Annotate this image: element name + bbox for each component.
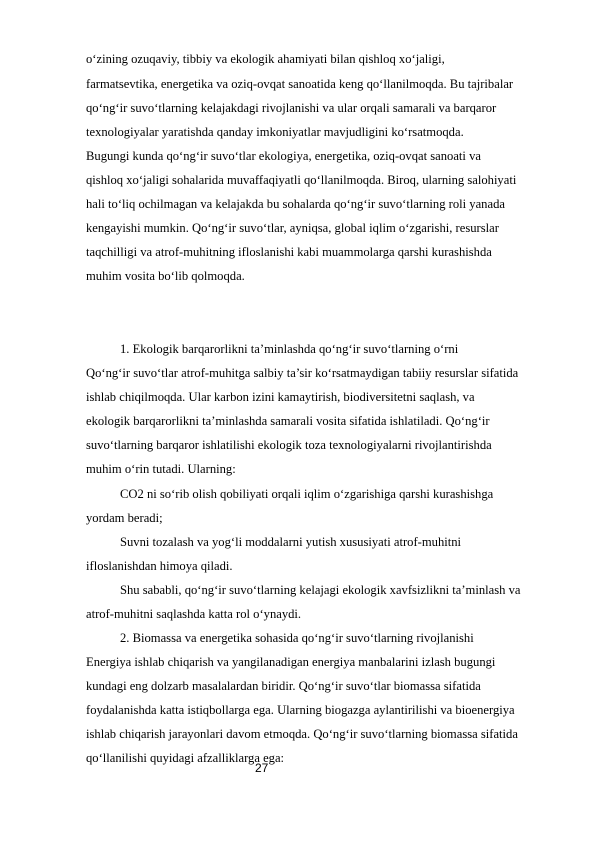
section-1-body-line-4: suvo‘tlarning barqaror ishlatilishi ekologik toza texnologiyalarni rivojlantirishda xyxy=(86,438,492,452)
paragraph-2-line-4: kengayishi mumkin. Qo‘ng‘ir suvo‘tlar, ayniqsa, global iqlim o‘zgarishi, resurslar xyxy=(86,221,499,235)
section-2-body-line-3: foydalanishda katta istiqbollarga ega. Ularning biogazga aylantirilishi va bioenergiya xyxy=(86,703,515,717)
section-1-conclusion-line-2: atrof-muhitni saqlashda katta rol o‘ynaydi. xyxy=(86,607,302,621)
section-2-body-line-4: ishlab chiqarish jarayonlari davom etmoqda. Qo‘ng‘ir suvo‘tlarning biomassa sifatida xyxy=(86,727,518,741)
paragraph-2-line-6: muhim vosita bo‘lib qolmoqda. xyxy=(86,269,245,283)
page-number: 27 xyxy=(255,761,269,775)
section-2-body-line-2: kundagi eng dolzarb masalalardan biridir. Qo‘ng‘ir suvo‘tlar biomassa sifatida xyxy=(86,679,481,693)
section-2-body-line-1: Energiya ishlab chiqarish va yangilanadigan energiya manbalarini izlash bugungi xyxy=(86,655,496,669)
section-1-body-line-2: ishlab chiqilmoqda. Ular karbon izini kamaytirish, biodiversitetni saqlash, va xyxy=(86,390,475,404)
paragraph-2-line-3: hali to‘liq ochilmagan va kelajakda bu sohalarda qo‘ng‘ir suvo‘tlarning roli yanada xyxy=(86,197,505,211)
paragraph-2-line-2: qishloq xo‘jaligi sohalarida muvaffaqiyatli qo‘llanilmoqda. Biroq, ularning salohiyati xyxy=(86,173,517,187)
section-1-conclusion-line-1: Shu sababli, qo‘ng‘ir suvo‘tlarning kelajagi ekologik xavfsizlikni ta’minlash va xyxy=(120,583,521,597)
paragraph-2-line-1: Bugungi kunda qo‘ng‘ir suvo‘tlar ekologiya, energetika, oziq-ovqat sanoati va xyxy=(86,149,481,163)
section-1-item-2-line-2: ifloslanishdan himoya qiladi. xyxy=(86,559,233,573)
section-1-item-1-line-2: yordam beradi; xyxy=(86,511,163,525)
section-1-heading: 1. Ekologik barqarorlikni ta’minlashda qo‘ng‘ir suvo‘tlarning o‘rni xyxy=(120,342,459,356)
paragraph-1-line-4: texnologiyalar yaratishda qanday imkoniyatlar mavjudligini ko‘rsatmoqda. xyxy=(86,125,464,139)
paragraph-2-line-5: taqchilligi va atrof-muhitning ifloslanishi kabi muammolarga qarshi kurashishda xyxy=(86,245,492,259)
section-1-body-line-3: ekologik barqarorlikni ta’minlashda samarali vosita sifatida ishlatiladi. Qo‘ng‘ir xyxy=(86,414,490,428)
section-1-body-line-1: Qo‘ng‘ir suvo‘tlar atrof-muhitga salbiy ta’sir ko‘rsatmaydigan tabiiy resurslar sifatida xyxy=(86,366,519,380)
paragraph-1-line-3: qo‘ng‘ir suvo‘tlarning kelajakdagi rivojlanishi va ular orqali samarali va barqaror xyxy=(86,101,497,115)
section-1-item-1-line-1: CO2 ni so‘rib olish qobiliyati orqali iqlim o‘zgarishiga qarshi kurashishga xyxy=(120,487,494,501)
section-1-item-2-line-1: Suvni tozalash va yog‘li moddalarni yutish xususiyati atrof-muhitni xyxy=(120,535,462,549)
paragraph-1-line-1: o‘zining ozuqaviy, tibbiy va ekologik ahamiyati bilan qishloq xo‘jaligi, xyxy=(86,52,445,66)
paragraph-1-line-2: farmatsevtika, energetika va oziq-ovqat sanoatida keng qo‘llanilmoqda. Bu tajribalar xyxy=(86,77,514,91)
section-2-body-line-5: qo‘llanilishi quyidagi afzalliklarga ega: xyxy=(86,751,285,765)
section-1-body-line-5: muhim o‘rin tutadi. Ularning: xyxy=(86,462,236,476)
section-2-heading: 2. Biomassa va energetika sohasida qo‘ng‘ir suvo‘tlarning rivojlanishi xyxy=(120,631,474,645)
